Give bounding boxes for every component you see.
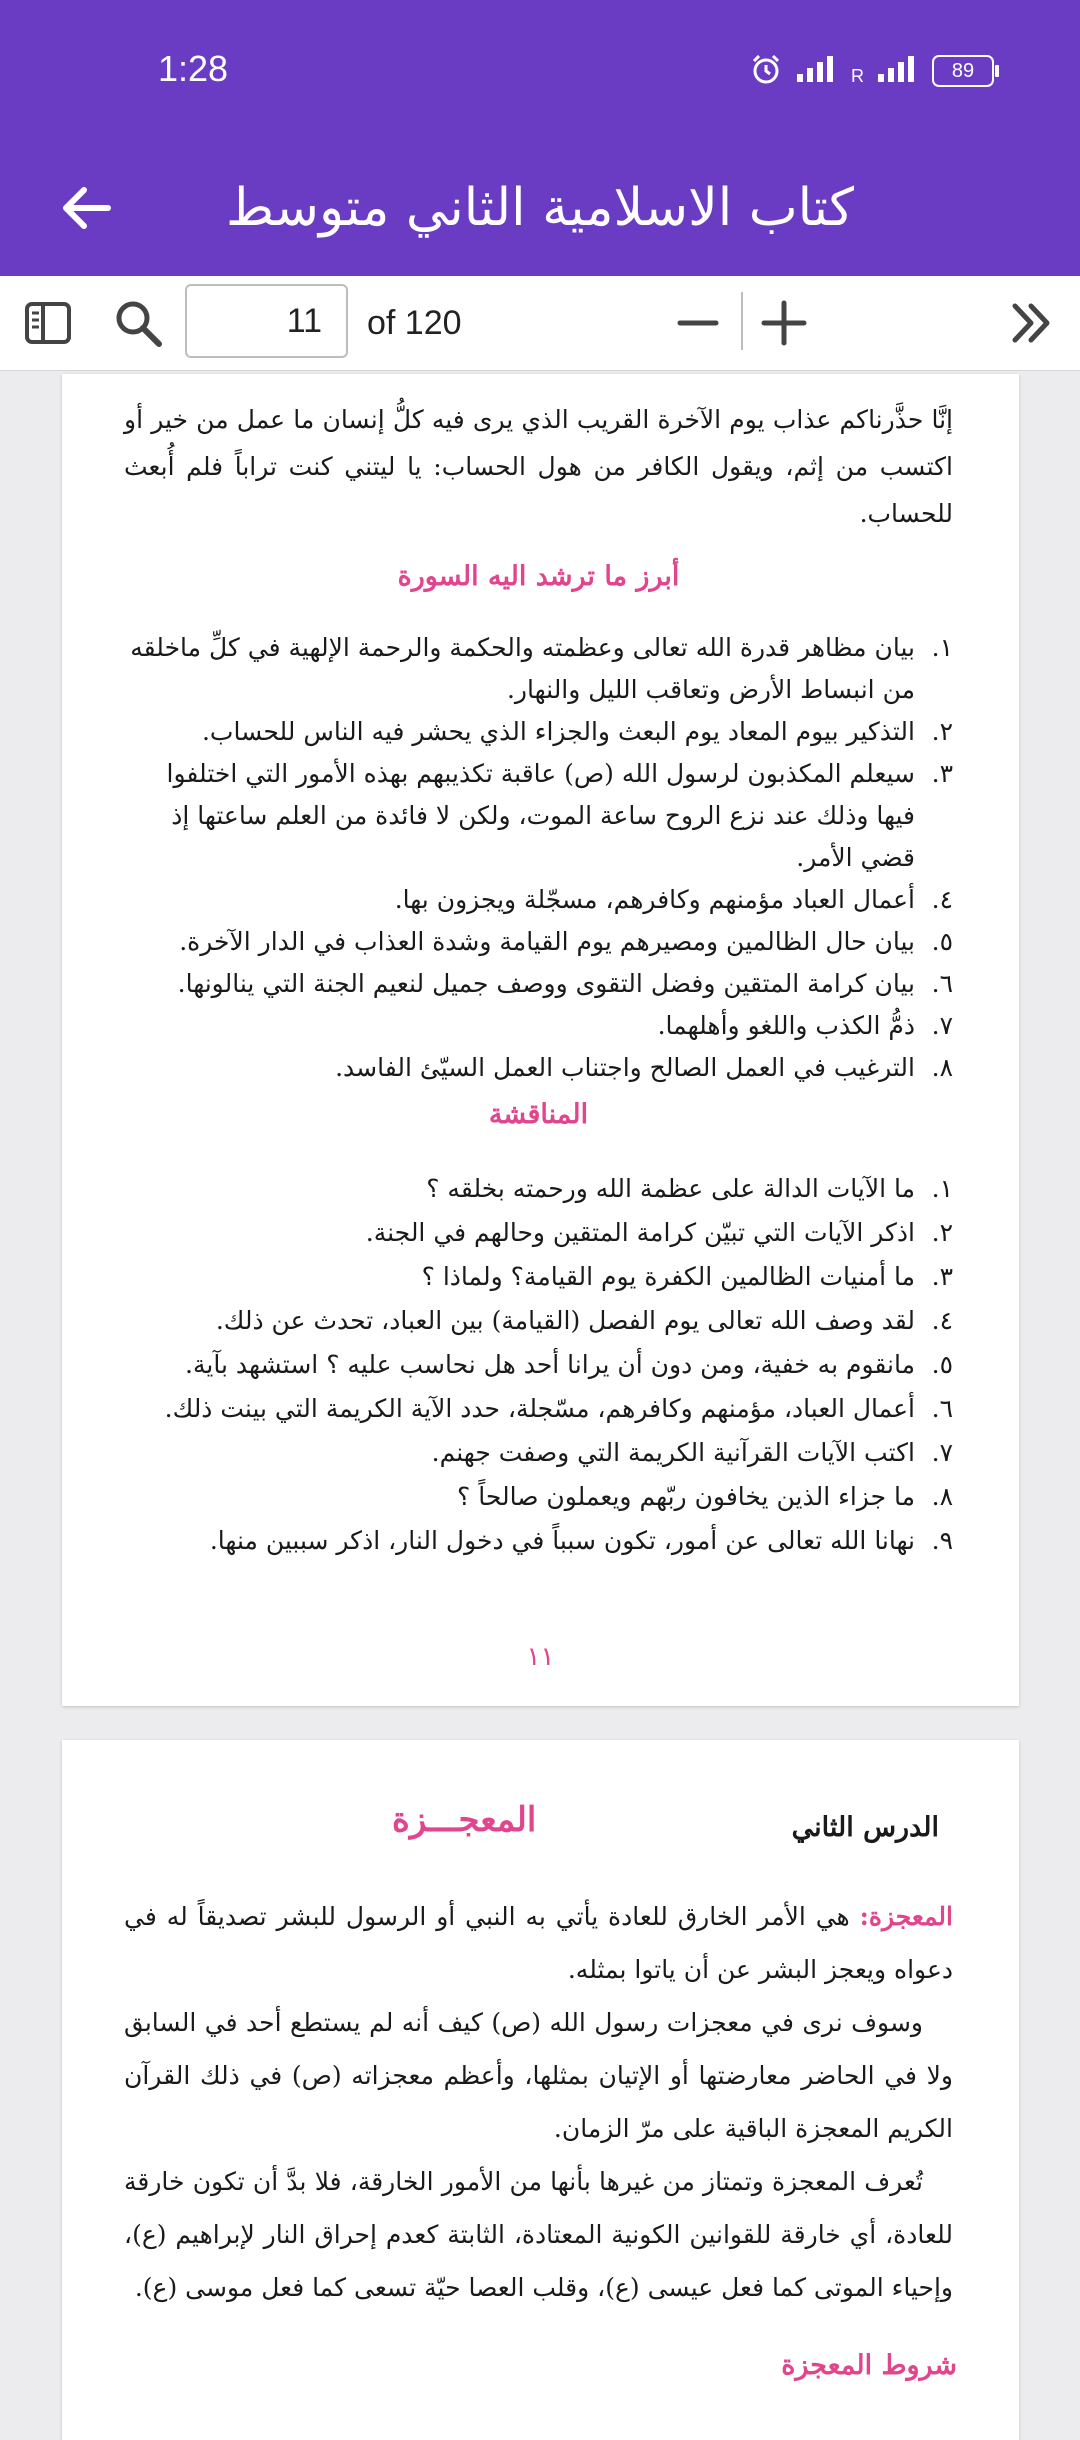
list-item: ٩. نهانا الله تعالى عن أمور، تكون سبباً في دخول النار، اذكر سببين منها. [209,1526,953,1555]
alarm-icon [749,52,783,90]
list-item: ٦. بيان كرامة المتقين وفضل التقوى ووصف جميل لنعيم الجنة التي ينالونها. [177,969,953,998]
discussion-heading: المناقشة [488,1099,589,1130]
lesson-label: الدرس الثاني [791,1812,939,1843]
app-bar [0,140,1080,276]
list-item: ٨. الترغيب في العمل الصالح واجتناب العمل السيّئ الفاسد. [335,1053,953,1082]
battery-icon [932,55,994,87]
page-content [124,396,953,1563]
definition-term: المعجزة: [859,1902,953,1931]
intro-paragraph: إنَّا حذَّرناكم عذاب يوم الآخرة القريب الذي يرى فيه كلُّ إنسان ما عمل من خير أو اكتسب من إثم، ويقول الكافر من هول الحساب: يا ليتني كنت تراباً فلم أُبعث للحساب. [124,405,953,528]
zoom-in-button[interactable] [754,276,814,370]
double-chevron-right-icon [1009,300,1055,346]
search-button[interactable] [108,276,168,370]
minus-icon [676,301,720,345]
guidance-heading: أبرز ما ترشد اليه السورة [397,561,680,592]
status-bar [0,0,1080,140]
conditions-heading: شروط المعجزة [781,2350,957,2381]
signal-icon [795,54,839,88]
list-item: ٧. ذمُّ الكذب واللغو وأهلهما. [657,1011,953,1040]
zoom-out-button[interactable] [668,276,728,370]
list-item: ٦. أعمال العباد، مؤمنهم وكافرهم، مسّجلة، حدد الآية الكريمة التي بينت ذلك. [164,1394,953,1423]
status-icons [749,52,994,90]
list-item: ٥. بيان حال الظالمين ومصيرهم يوم القيامة وشدة العذاب في الدار الآخرة. [179,927,953,956]
app-title: كتاب الاسلامية الثاني متوسط [226,178,854,238]
list-item: ٢. التذكير بيوم المعاد يوم البعث والجزاء الذي يحشر فيه الناس للحساب. [201,717,953,746]
toolbar-divider [741,292,743,350]
discussion-list [124,1167,953,1563]
page-number-input[interactable]: 11 [185,284,348,358]
list-item: ٣. سيعلم المكذبون لرسول الله (ص) عاقبة تكذيبهم بهذه الأمور التي اختلفوا فيها وذلك عند نزع الروح ساعة الموت، ولكن لا فائدة من العلم ساعتها إذ قضي الأمر. [166,759,953,872]
page-content [124,1890,953,2314]
network-roaming-label: R [851,65,864,86]
search-icon [113,298,163,348]
pdf-page-12 [62,1740,1019,2440]
list-item: ٥. مانقوم به خفية، ومن دون أن يرانا أحد هل نحاسب عليه ؟ استشهد بآية. [185,1350,953,1379]
arrow-left-icon [58,180,114,236]
list-item: ٧. اكتب الآيات القرآنية الكريمة التي وصفت جهنم. [431,1438,953,1467]
lesson-title: المعجـــزة [392,1800,537,1840]
back-button[interactable] [50,168,122,248]
more-tools-button[interactable] [1002,276,1062,370]
guidance-list [124,627,953,1089]
paragraph: وسوف نرى في معجزات رسول الله (ص) كيف أنه لم يستطع أحد في السابق ولا في الحاضر معارضتها أو الإتيان بمثلها، وأعظم معجزاته (ص) في ذلك القرآن الكريم المعجزة الباقية على مرّ الزمان. [124,2008,953,2143]
sidebar-toggle-button[interactable] [18,276,78,370]
list-item: ١. ما الآيات الدالة على عظمة الله ورحمته بخلقه ؟ [426,1174,953,1203]
pdf-toolbar [0,276,1080,371]
paragraph: تُعرف المعجزة وتمتاز من غيرها بأنها من الأمور الخارقة، فلا بدَّ أن تكون خارقة للعادة، أي خارقة للقوانين الكونية المعتادة، الثابتة كعدم إحراق النار لإبراهيم (ع)، وإحياء الموتى كما فعل عيسى (ع)، وقلب العصا حيّة تسعى كما فعل موسى (ع). [124,2167,953,2302]
status-time: 1:28 [158,48,229,89]
list-item: ٣. ما أمنيات الظالمين الكفرة يوم القيامة؟ ولماذا ؟ [421,1262,953,1291]
battery-level: 89 [951,59,975,82]
pdf-page-11 [62,374,1019,1706]
list-item: ١. بيان مظاهر قدرة الله تعالى وعظمته والحكمة والرحمة الإلهية في كلِّ ماخلقه من انبساط الأرض وتعاقب الليل والنهار. [130,633,953,704]
definition-paragraph: المعجزة: هي الأمر الخارق للعادة يأتي به النبي أو الرسول للبشر تصديقاً له في دعواه ويعجز البشر عن أن ياتوا بمثله. [124,1902,953,1984]
page-number-label: ١١ [526,1642,555,1672]
signal-icon-2 [876,54,920,88]
plus-icon [759,298,809,348]
page-total-label: of 120 [367,304,462,342]
list-item: ٤. أعمال العباد مؤمنهم وكافرهم، مسجّلة ويجزون بها. [394,885,953,914]
sidebar-icon [24,301,72,345]
list-item: ٢. اذكر الآيات التي تبيّن كرامة المتقين وحالهم في الجنة. [365,1218,953,1247]
list-item: ٤. لقد وصف الله تعالى يوم الفصل (القيامة) بين العباد، تحدث عن ذلك. [215,1306,953,1335]
list-item: ٨. ما جزاء الذين يخافون ربّهم ويعملون صالحاً ؟ [457,1482,953,1511]
